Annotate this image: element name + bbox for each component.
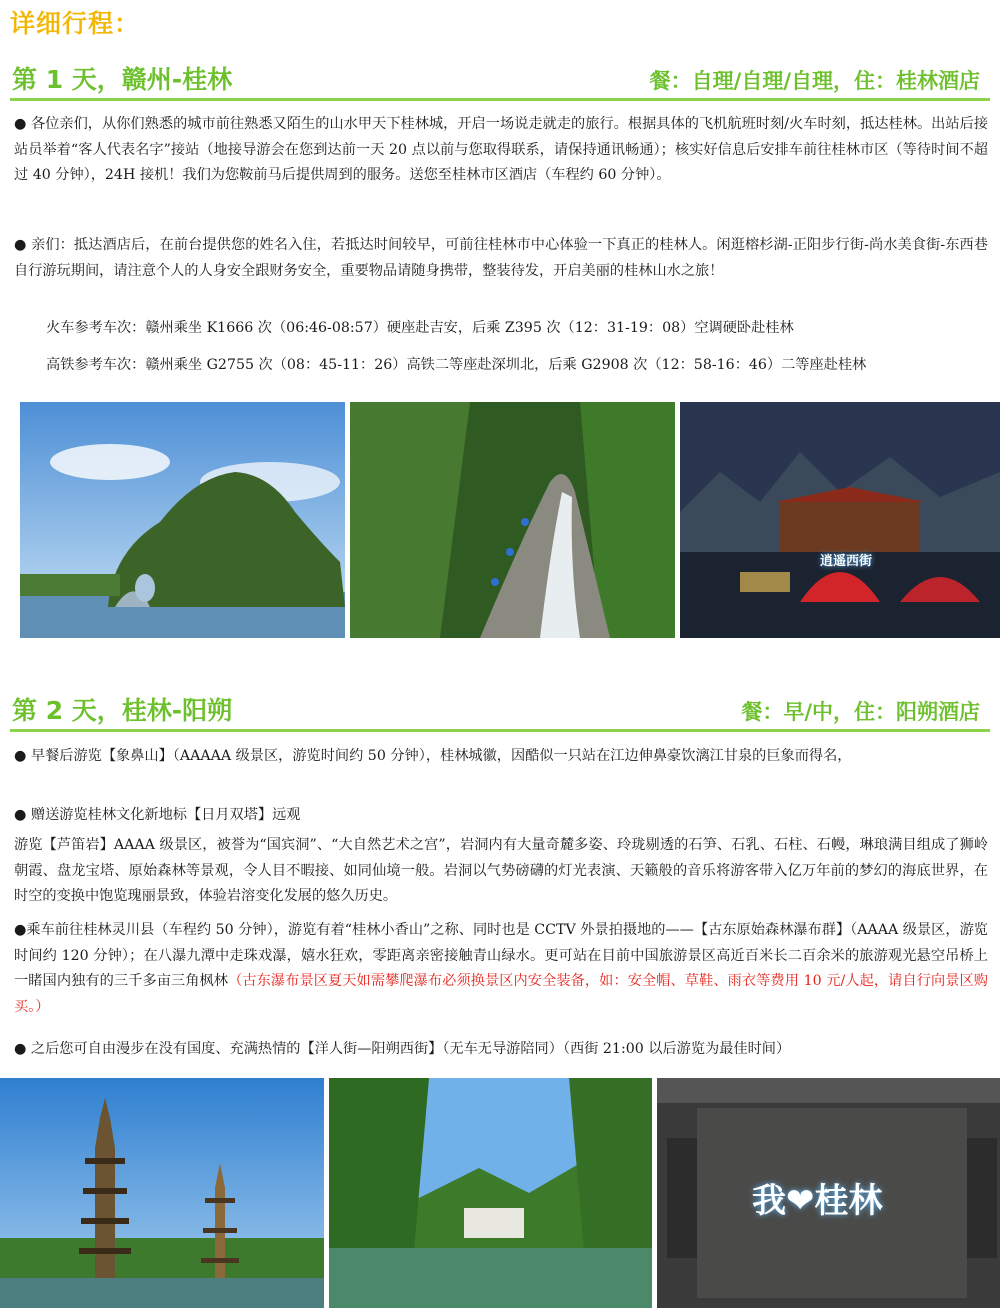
sun-moon-pagodas-photo [0,1078,324,1308]
day1-train-reference: 火车参考车次：赣州乘坐 K1666 次（06:46-08:57）硬座赴吉安，后乘 Z395 次（12：31-19：08）空调硬卧赴桂林 [46,320,794,336]
day1-hsr-reference: 高铁参考车次：赣州乘坐 G2755 次（08：45-11：26）高铁二等座赴深圳北，后乘 G2908 次（12：58-16：46）二等座赴桂林 [46,357,867,373]
i-love-guilin-wall-photo [657,1078,1000,1308]
day2-meals: 餐：早/中，住：阳朔酒店 [741,700,980,724]
photo-sign-text: 我❤桂林 [752,1181,883,1221]
day2-paragraph-2: ● 赠送游览桂林文化新地标【日月双塔】远观 [14,807,301,823]
day1-paragraph-2: ● 亲们：抵达酒店后，在前台提供您的姓名入住，若抵达时间较早，可前往桂林市中心体验一下真正的桂林人。闲逛榕杉湖-正阳步行街-尚水美食街-东西巷自行游玩期间，请注意个人的人身安全跟财务安全，重要物品请随身携带，整装待发，开启美丽的桂林山水之旅！ [14,237,988,279]
safety-equipment-warning: （古东瀑布景区夏天如需攀爬瀑布必须换景区内安全装备，如：安全帽、草鞋、雨衣等费用 10 元/人起，请自行向景区购买。） [14,973,988,1015]
day2-paragraph-4-text: ●乘车前往桂林灵川县（车程约 50 分钟），游览有着“桂林小香山”之称、同时也是 CCTV 外景拍摄地的——【古东原始森林瀑布群】（AAAA 级景区，游览时间约 120 分钟）；在八瀑九潭中走珠戏瀑，嬉水狂欢，零距离亲密接触青山绿水。更可站在目前中国旅游景区高近百米长二百余米的旅游观光悬空吊桥上一睹国内独有的三千多亩三角枫林 [14,922,988,989]
day2-paragraph-3: 游览【芦笛岩】AAAA 级景区，被誉为“国宾洞”、“大自然艺术之宫”，岩洞内有大量奇麓多姿、玲珑剔透的石笋、石乳、石柱、石幔，琳琅满目组成了狮岭朝霞、盘龙宝塔、原始森林等景观，令人目不暇接、如同仙境一般。岩洞以气势磅礴的灯光表演、天籁般的音乐将游客带入亿万年前的梦幻的海底世界，在时空的变换中饱览瑰丽景致，体验岩溶变化发展的悠久历史。 [14,837,988,904]
day2-paragraph-1: ● 早餐后游览【象鼻山】（AAAAA 级景区，游览时间约 50 分钟），桂林城徽，因酷似一只站在江边伸鼻豪饮漓江甘泉的巨象而得名， [14,748,852,764]
day2-title: 第 2 天，桂林-阳朔 [12,696,233,725]
day2-paragraph-5: ● 之后您可自由漫步在没有国度、充满热情的【洋人街—阳朔西街】（无车无导游陪同）（西街 21:00 以后游览为最佳时间） [14,1041,791,1057]
day2-header [10,693,990,732]
elephant-trunk-hill-photo [20,402,345,638]
day1-header [10,62,990,101]
day1-meals: 餐：自理/自理/自理，住：桂林酒店 [649,69,980,93]
night-street-photo [680,402,1000,638]
day1-title: 第 1 天，赣州-桂林 [12,65,233,94]
day2-paragraph-4 [14,918,988,1020]
photo-sign-text: 逍遥西街 [820,554,873,569]
waterfall-climbing-photo [350,402,675,638]
gudong-river-photo [329,1078,652,1308]
page-title: 详细行程： [10,9,141,38]
day1-paragraph-1: ● 各位亲们，从你们熟悉的城市前往熟悉又陌生的山水甲天下桂林城，开启一场说走就走的旅行。根据具体的飞机航班时刻/火车时刻，抵达桂林。出站后接站员举着“客人代表名字”接站（地接导游会在您到达前一天 20 点以前与您取得联系，请保持通讯畅通）；核实好信息后安排车前往桂林市区（等待时间不超过 40 分钟），24H 接机！我们为您鞍前马后提供周到的服务。送您至桂林市区酒店（车程约 60 分钟）。 [14,116,988,183]
